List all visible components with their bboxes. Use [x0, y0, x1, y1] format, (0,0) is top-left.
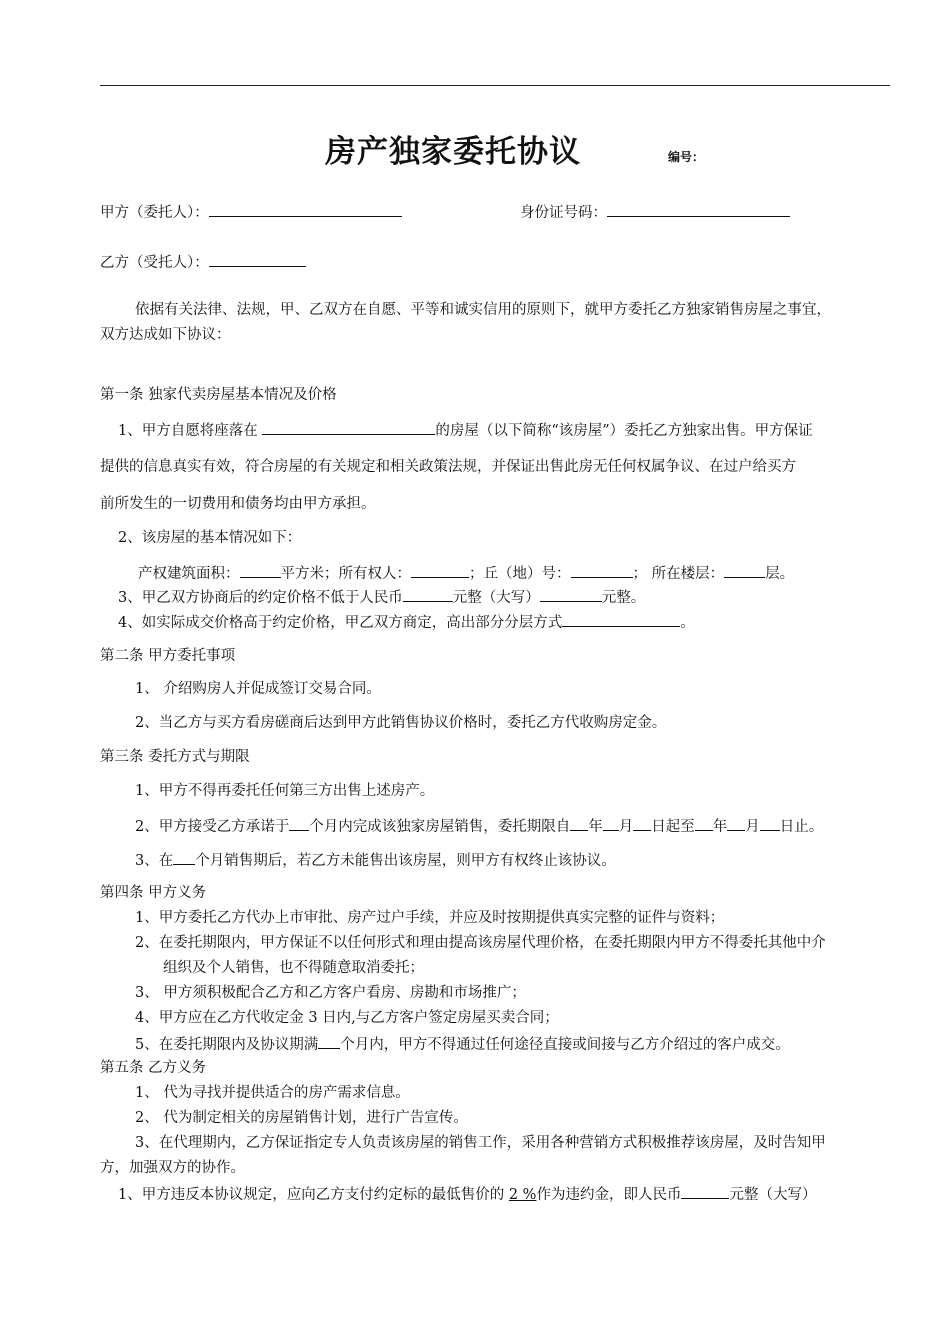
- article-2-item-2: 2、当乙方与买方看房磋商后达到甲方此销售协议价格时，委托乙方代收购房定金。: [135, 715, 667, 731]
- property-details-row: [138, 562, 794, 584]
- end-day-blank[interactable]: [760, 815, 780, 831]
- penalty-item-1: [118, 1183, 816, 1205]
- a1-3-text: 3、甲乙双方协商后的约定价格不低于人民币: [118, 590, 403, 606]
- article-1-item-1: [118, 419, 813, 441]
- id-number-row: [520, 201, 790, 223]
- year-label: 年: [588, 819, 603, 835]
- start-month-blank[interactable]: [603, 815, 619, 831]
- party-b-blank[interactable]: [209, 251, 306, 267]
- a3-3-text-2: 个月销售期后，若乙方未能售出该房屋，则甲方有权终止该协议。: [195, 853, 616, 869]
- article-5-item-2: 2、 代为制定相关的房屋销售计划，进行广告宣传。: [135, 1110, 468, 1126]
- article-5-item-1: 1、 代为寻找并提供适合的房产需求信息。: [135, 1085, 410, 1101]
- end-label: 日止。: [779, 819, 824, 835]
- intro-line-1: 依据有关法律、法规，甲、乙双方在自愿、平等和诚实信用的原则下，就甲方委托乙方独家销售房屋之事宜，: [135, 302, 831, 318]
- article-1-item-4: [118, 611, 695, 633]
- floor-unit: 层。: [765, 566, 795, 582]
- owner-blank[interactable]: [411, 562, 469, 578]
- lot-blank[interactable]: [571, 562, 633, 578]
- floor-blank[interactable]: [724, 562, 765, 578]
- price-blank[interactable]: [403, 586, 453, 602]
- article-3-title: 第三条 委托方式与期限: [100, 749, 250, 765]
- party-a-label: 甲方（委托人）：: [100, 205, 209, 221]
- article-5-title: 第五条 乙方义务: [100, 1060, 207, 1076]
- months-blank[interactable]: [289, 815, 309, 831]
- sales-months-blank[interactable]: [173, 849, 195, 865]
- article-4-item-2-cont: 组织及个人销售，也不得随意取消委托；: [163, 960, 424, 976]
- month-label-2: 月: [745, 819, 760, 835]
- a1-3-text-2: 元整（大写）: [452, 590, 540, 606]
- article-1-title: 第一条 独家代卖房屋基本情况及价格: [100, 387, 337, 403]
- start-day-blank[interactable]: [633, 815, 651, 831]
- a3-2-text: 2、甲方接受乙方承诺于: [135, 819, 290, 835]
- article-1-item-3: [118, 586, 645, 608]
- a1-3-text-3: 元整。: [601, 590, 646, 606]
- a1-1-text-2: 的房屋（以下简称“该房屋”）委托乙方独家出售。甲方保证: [435, 423, 813, 439]
- a1-4-text: 4、如实际成交价格高于约定价格，甲乙双方商定，高出部分分层方式: [118, 615, 563, 631]
- article-2-item-1: 1、 介绍购房人并促成签订交易合同。: [135, 681, 381, 697]
- article-2-title: 第二条 甲方委托事项: [100, 648, 236, 664]
- article-1-item-2: 2、该房屋的基本情况如下：: [118, 530, 302, 546]
- a3-2-text-2: 个月内完成该独家房屋销售，委托期限自: [309, 819, 571, 835]
- party-b-label: 乙方（受托人）：: [100, 255, 209, 271]
- article-4-item-1: 1、甲方委托乙方代办上市审批、房产过户手续，并应及时按期提供真实完整的证件与资料；: [135, 910, 725, 926]
- floor-label: ； 所在楼层：: [632, 566, 725, 582]
- penalty-rate: 2 %: [508, 1187, 537, 1203]
- tier-method-blank[interactable]: [562, 611, 680, 627]
- article-4-item-2: 2、在委托期限内，甲方保证不以任何形式和理由提高该房屋代理价格，在委托期限内甲方不得委托其他中介: [135, 935, 826, 951]
- penalty-amount-blank[interactable]: [681, 1183, 729, 1199]
- article-4-title: 第四条 甲方义务: [100, 885, 207, 901]
- post-term-months-blank[interactable]: [318, 1033, 340, 1049]
- article-3-item-1: 1、甲方不得再委托任何第三方出售上述房产。: [135, 783, 435, 799]
- serial-number-label: 编号：: [668, 150, 705, 164]
- price-words-blank[interactable]: [540, 586, 602, 602]
- document-title: 房产独家委托协议: [325, 134, 581, 170]
- a1-4-end: 。: [680, 615, 695, 631]
- start-year-blank[interactable]: [570, 815, 588, 831]
- a4-5-text: 5、在委托期限内及协议期满: [135, 1037, 319, 1053]
- id-number-blank[interactable]: [607, 201, 790, 217]
- lot-label: ；丘（地）号：: [469, 566, 571, 582]
- end-month-blank[interactable]: [727, 815, 745, 831]
- party-a-blank[interactable]: [209, 201, 402, 217]
- article-1-item-1-cont: 提供的信息真实有效，符合房屋的有关规定和相关政策法规，并保证出售此房无任何权属争议、在过户给买方: [100, 459, 796, 475]
- a1-1-text: 1、甲方自愿将座落在: [118, 423, 263, 439]
- penalty-text-2: 作为违约金，即人民币: [536, 1187, 682, 1203]
- owner-label: 平方米；所有权人：: [280, 566, 411, 582]
- party-b-row: [100, 251, 306, 273]
- intro-line-2: 双方达成如下协议：: [100, 327, 231, 343]
- end-year-blank[interactable]: [695, 815, 713, 831]
- article-3-item-2: [135, 815, 823, 837]
- article-4-item-4: 4、甲方应在乙方代收定金 3 日内,与乙方客户签定房屋买卖合同；: [135, 1010, 559, 1026]
- a3-3-text: 3、在: [135, 853, 174, 869]
- header-rule: [100, 85, 890, 86]
- area-blank[interactable]: [240, 562, 281, 578]
- month-label: 月: [618, 819, 634, 835]
- penalty-text-3: 元整（大写）: [729, 1187, 817, 1203]
- a4-5-text-2: 个月内，甲方不得通过任何途径直接或间接与乙方介绍过的客户成交。: [340, 1037, 790, 1053]
- penalty-text: 1、甲方违反本协议规定，应向乙方支付约定标的最低售价的: [118, 1187, 509, 1203]
- article-1-item-1-end: 前所发生的一切费用和债务均由甲方承担。: [100, 496, 376, 512]
- start-to-label: 日起至: [651, 819, 695, 835]
- area-label: 产权建筑面积：: [138, 566, 240, 582]
- article-4-item-3: 3、 甲方须积极配合乙方和乙方客户看房、房勘和市场推广；: [135, 985, 526, 1001]
- location-blank[interactable]: [262, 419, 435, 435]
- article-5-item-3-cont: 方，加强双方的协作。: [100, 1160, 245, 1176]
- id-number-label: 身份证号码：: [520, 205, 607, 221]
- article-4-item-5: [135, 1033, 790, 1055]
- year-label-2: 年: [712, 819, 728, 835]
- party-a-row: [100, 201, 402, 223]
- article-5-item-3: 3、在代理期内，乙方保证指定专人负责该房屋的销售工作，采用各种营销方式积极推荐该房屋，及时告知甲: [135, 1135, 826, 1151]
- article-3-item-3: [135, 849, 616, 871]
